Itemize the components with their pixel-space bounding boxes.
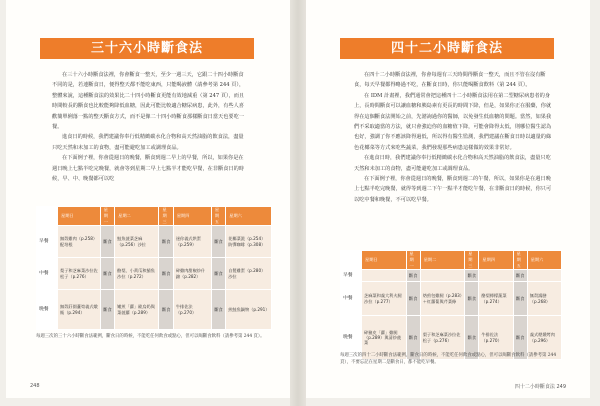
left-body-text — [52, 70, 248, 184]
table-cell: 斷食 — [211, 258, 225, 290]
table-row — [37, 258, 272, 290]
table-cell: 斷食 — [465, 316, 479, 360]
table-header: 星期六 — [226, 207, 272, 226]
table-cell: 鮭魚菠菜芝麻（p.256）沙拉 — [115, 226, 159, 258]
table-cell: 自製雞蛋（p.280）沙拉 — [226, 258, 272, 290]
table-note: 每週三次的四十二小時斷食法範例，斷食日的時候，不能吃任何飲食或點心，但可以喝斷食飲料（請參考第 244 頁），不要忘記在星期二是斷食日，都不能吃早餐。 — [340, 353, 557, 365]
table-cell: 斷食 — [465, 282, 479, 316]
book-gutter — [290, 0, 306, 406]
table-cell: 酪梨、小黃瓜和鯖魚沙拉（p.272） — [115, 258, 159, 290]
table-cell: 無殼雞肉（p.258）配培根 — [58, 226, 101, 258]
footer-chapter-label: 四十二小時斷食法 — [514, 384, 555, 390]
table-cell: 無殼莊園蘆筍義式燉飯（p.294） — [58, 290, 101, 330]
table-header: 星期一 — [406, 251, 420, 270]
table-note: 每週三次的三十六小時斷食法範例，斷食日的時候，不能吃任何飲食或點心，但可以喝斷食飲料（請參考第 244 頁）。 — [36, 334, 265, 339]
right-page — [306, 0, 590, 398]
table-cell: 無殼鴻膳（p.268） — [527, 282, 561, 316]
table-header: 星期三 — [465, 251, 479, 270]
row-label: 中餐 — [37, 258, 58, 290]
table-header: 星期五 — [513, 251, 527, 270]
table-cell: 嫩煎「蘿」歐烏奶與菜菠蘿（p.289） — [115, 290, 159, 330]
table-header: 星期四 — [479, 251, 513, 270]
left-page — [6, 0, 290, 398]
table-cell: 斷食 — [513, 282, 527, 316]
table-cell: 梨子和芝麻菜沙拉佐松子（p.276） — [420, 316, 465, 360]
page-footer — [515, 383, 566, 390]
table-cell: 斷食 — [100, 290, 114, 330]
left-schedule-table — [36, 206, 272, 330]
table-cell: 斷食 — [513, 270, 527, 282]
table-cell: 斷食 — [100, 258, 114, 290]
table-cell: 斷食 — [513, 316, 527, 360]
table-cell: 芝麻菜和義大利火腿沙拉（p.277） — [362, 282, 407, 316]
table-cell: 斷食 — [159, 290, 173, 330]
table-cell: 斷食 — [159, 226, 173, 258]
table-header-row — [341, 251, 562, 270]
paragraph: 進食日的時候，我們建議你奉行低精緻碳水化合物和高天然油脂的飲食法，盡量只吃天然和未加工的食物，盡可能避吃加工或調理食品。 — [52, 134, 244, 151]
row-label: 中餐 — [341, 282, 362, 316]
table-cell: 烙煎包雞腿（p.283）＋紅蘿蔔與芹菜條 — [420, 282, 465, 316]
table-cell: 迷你義式烘蛋（p.259） — [173, 226, 211, 258]
table-row — [341, 282, 562, 316]
paragraph: 在三十六小時斷食法裡，你會斷食一整天，至少一週三天，它跟二十四小時斷食不同的是，若連斷食日，便得整天都不能吃東西，只能喝液體（請參考第 244 頁），整體來說，這種斷食法的效果比二十四小時斷食更能有效地減重（第 247 頁），而且時間較長的斷食也比較能夠降低血糖，因此可能比較適合糖尿病患，此外，有些人喜歡簡單俐落一點的整天斷食方式，而不是像二十四小時斷食那樣斷食日當天也要吃一餐。 — [52, 72, 245, 131]
table-cell: 碎雞肉甜椒炒什錦（p.282） — [173, 258, 211, 290]
table-cell: 牛排佐法（p.270） — [479, 316, 513, 360]
paragraph: 在下面例子裡，你會從週日的晚餐，斷食到週二早上的早餐，所以，如果你是在週日晚上七點半吃完晚餐，就會等到星期二早上七點半才能吃早餐，在非斷食日的時候，早、中、晚餐都可以吃 — [52, 155, 244, 183]
table-cell: 酪梨檸檬蔬菜（p.274） — [479, 282, 513, 316]
paragraph: 在 IDM 計畫裡，我們通常會把這種四十二小時斷食法用在第二型糖尿病患者的身上，長時間斷食可以讓血糖和胰島素有更長的時間下降，但是，如果你正在服藥，你就得在這個斷食法開始之前，先諮詢過你的醫師，以免發生低血糖的問題。當然，如果我們不采取適當的方法，就只會強迫你的血糖值下降，可能會降得太低，則哪位醫生認為也好，強調了你不應該降得過低，所以得有醫生監測，我們建議在斷食日時以適量的綠色花椰菜等方式來吃些蔬菜，我們發現那些病患這樣做的效果非常好。 — [354, 92, 552, 151]
right-page-title: 四十二小時斷食法 — [340, 38, 554, 59]
paragraph: 在進食日時，我們建議你奉行低精緻碳水化合物和高天然油脂的飲食法，盡量只吃天然和未加工的食物，盡可能避吃加工或調理食品。 — [354, 155, 551, 172]
table-corner — [341, 251, 362, 270]
left-page-title: 三十六小時斷食法 — [40, 38, 254, 59]
row-label: 晚餐 — [341, 316, 362, 360]
page-number: 248 — [30, 383, 40, 389]
table-cell: 斷食 — [211, 226, 225, 258]
table-cell: 花椰菜派（p.254）防彈咖啡（p.308） — [226, 226, 272, 258]
table-cell: 煎鮭魚鍋物（p.291） — [226, 290, 272, 330]
table-header-row — [37, 207, 272, 226]
table-cell — [479, 270, 513, 282]
table-cell: 斷食 — [406, 270, 420, 282]
right-schedule-table — [340, 250, 562, 360]
table-row — [37, 290, 272, 330]
table-corner — [37, 207, 58, 226]
table-cell: 斷食 — [465, 270, 479, 282]
paragraph: 在四十二小時斷食法裡，你會每週有三天時間得斷食一整天，而且不管在沒有斷食，每天早餐都得略過不吃，在斷食日時，你只能喝斷食飲料（第 244 頁）。 — [354, 72, 546, 89]
table-header: 星期六 — [527, 251, 561, 270]
table-cell — [527, 270, 561, 282]
right-body-text — [354, 70, 552, 205]
table-cell — [362, 270, 407, 282]
table-cell: 牛排佐法（p.270） — [173, 290, 211, 330]
table-cell: 義式煙燻烤肉（p.296） — [527, 316, 561, 360]
table-cell: 碎豬皮「蘿」雞腿（p.289）與清炒菠菜 — [362, 316, 407, 360]
table-cell: 斷食 — [406, 316, 420, 360]
table-header: 星期五 — [211, 207, 225, 226]
table-header: 星期日 — [58, 207, 101, 226]
table-header: 星期二 — [115, 207, 159, 226]
table-header: 星期三 — [159, 207, 173, 226]
table-header: 星期二 — [420, 251, 465, 270]
row-label: 早餐 — [341, 270, 362, 282]
table-header: 星期四 — [173, 207, 211, 226]
table-cell: 斷食 — [406, 282, 420, 316]
table-row — [37, 226, 272, 258]
row-label: 早餐 — [37, 226, 58, 258]
table-cell: 梨子和芝麻菜沙拉佐松子（p.276） — [58, 258, 101, 290]
table-header: 星期一 — [100, 207, 114, 226]
table-cell: 斷食 — [211, 290, 225, 330]
table-cell: 斷食 — [100, 226, 114, 258]
table-cell: 斷食 — [159, 258, 173, 290]
paragraph: 在下面例子裡，你會從週日的晚餐，斷食到週二的午餐，所以，如果你是在週日晚上七點半吃完晚餐，就得等到週二下午一點半才能吃午餐，在非斷食日的時候，你只可以吃中餐和晚餐，不可以吃早餐。 — [354, 176, 552, 203]
page-number: 249 — [556, 384, 566, 390]
table-cell — [420, 270, 465, 282]
row-label: 晚餐 — [37, 290, 58, 330]
table-header: 星期日 — [362, 251, 407, 270]
table-row — [341, 270, 562, 282]
